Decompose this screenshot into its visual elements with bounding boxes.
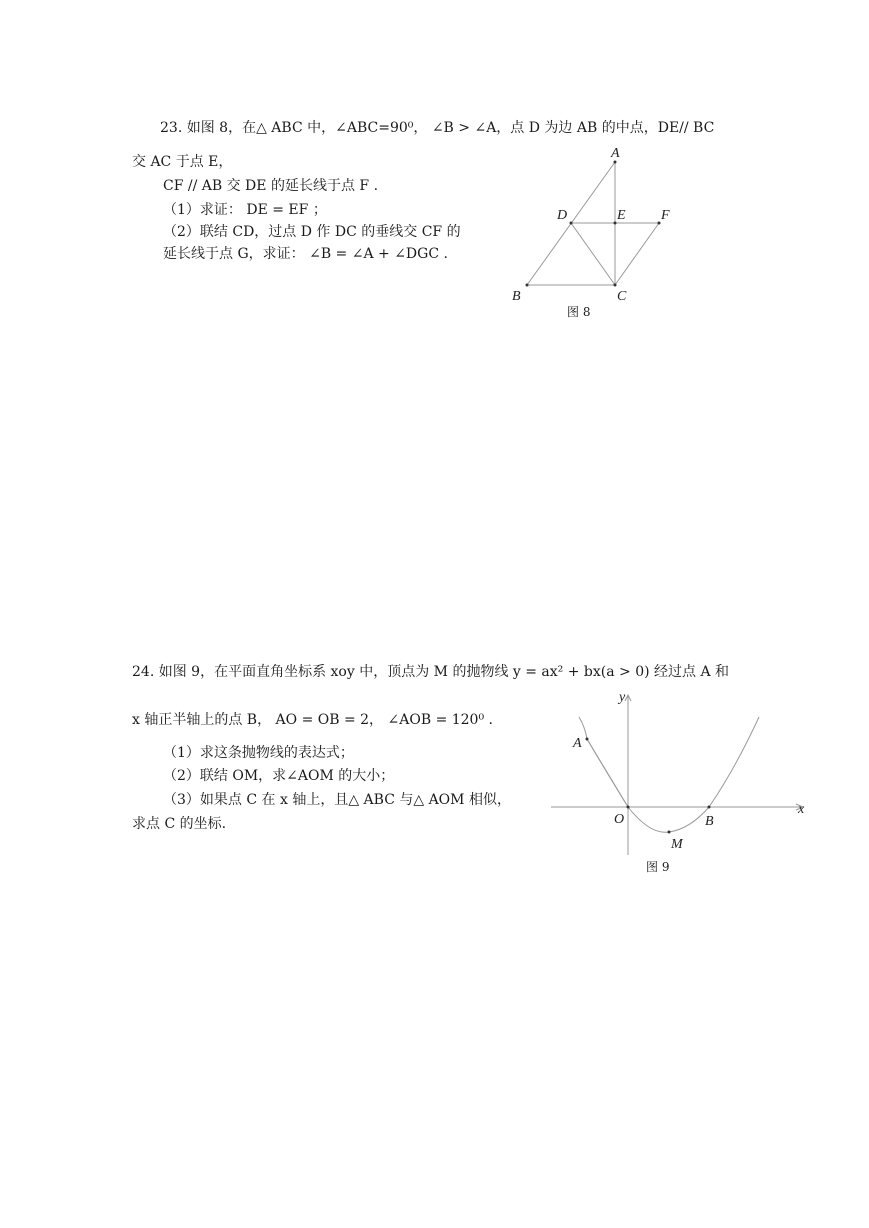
label-x: x — [798, 802, 805, 817]
q24-line-1: 24. 如图 9，在平面直角坐标系 xoy 中，顶点为 M 的抛物线 y = ax² + bx(a > 0) 经过点 A 和 — [132, 664, 730, 680]
figure-8-caption: 图 8 — [567, 305, 591, 319]
label-d: D — [557, 208, 568, 223]
label-o: O — [614, 812, 625, 827]
label-c: C — [617, 289, 627, 304]
q24-part-3b: 求点 C 的坐标. — [132, 816, 227, 832]
label-b: B — [705, 814, 714, 829]
label-f: F — [661, 208, 670, 223]
parabola — [579, 717, 759, 832]
point-o — [627, 806, 630, 809]
q24-line-2: x 轴正半轴上的点 B， AO = OB = 2， ∠AOB = 120⁰ . — [132, 712, 493, 728]
q23-part-2b: 延长线于点 G，求证： ∠B = ∠A + ∠DGC . — [163, 246, 448, 262]
figure-9-diagram — [545, 685, 815, 860]
q24-part-1: （1）求这条抛物线的表达式； — [163, 745, 354, 761]
label-a: A — [573, 736, 582, 751]
q23-line-2: 交 AC 于点 E， — [132, 154, 233, 170]
point-b — [708, 806, 711, 809]
point-a — [586, 738, 589, 741]
q23-part-1: （1）求证： DE = EF ； — [163, 202, 327, 218]
point-m — [668, 831, 671, 834]
figure-9-caption: 图 9 — [646, 860, 670, 874]
figure-8-diagram — [500, 140, 700, 305]
point-c — [614, 284, 617, 287]
label-y: y — [619, 690, 626, 705]
label-b: B — [512, 289, 521, 304]
segment-cf — [615, 223, 659, 285]
segment-dc — [571, 223, 615, 285]
point-d — [570, 222, 573, 225]
q23-part-2a: （2）联结 CD，过点 D 作 DC 的垂线交 CF 的 — [163, 224, 461, 240]
point-b — [526, 284, 529, 287]
q24-part-3: （3）如果点 C 在 x 轴上，且△ ABC 与△ AOM 相似， — [163, 792, 511, 808]
q23-line-3: CF // AB 交 DE 的延长线于点 F . — [163, 178, 379, 194]
label-e: E — [617, 208, 626, 223]
label-a: A — [611, 146, 620, 161]
q24-part-2: （2）联结 OM，求∠AOM 的大小； — [163, 768, 395, 784]
label-m: M — [671, 837, 683, 852]
q23-line-1: 23. 如图 8，在△ ABC 中，∠ABC=90⁰， ∠B > ∠A，点 D 为边 AB 的中点，DE// BC — [160, 120, 715, 136]
